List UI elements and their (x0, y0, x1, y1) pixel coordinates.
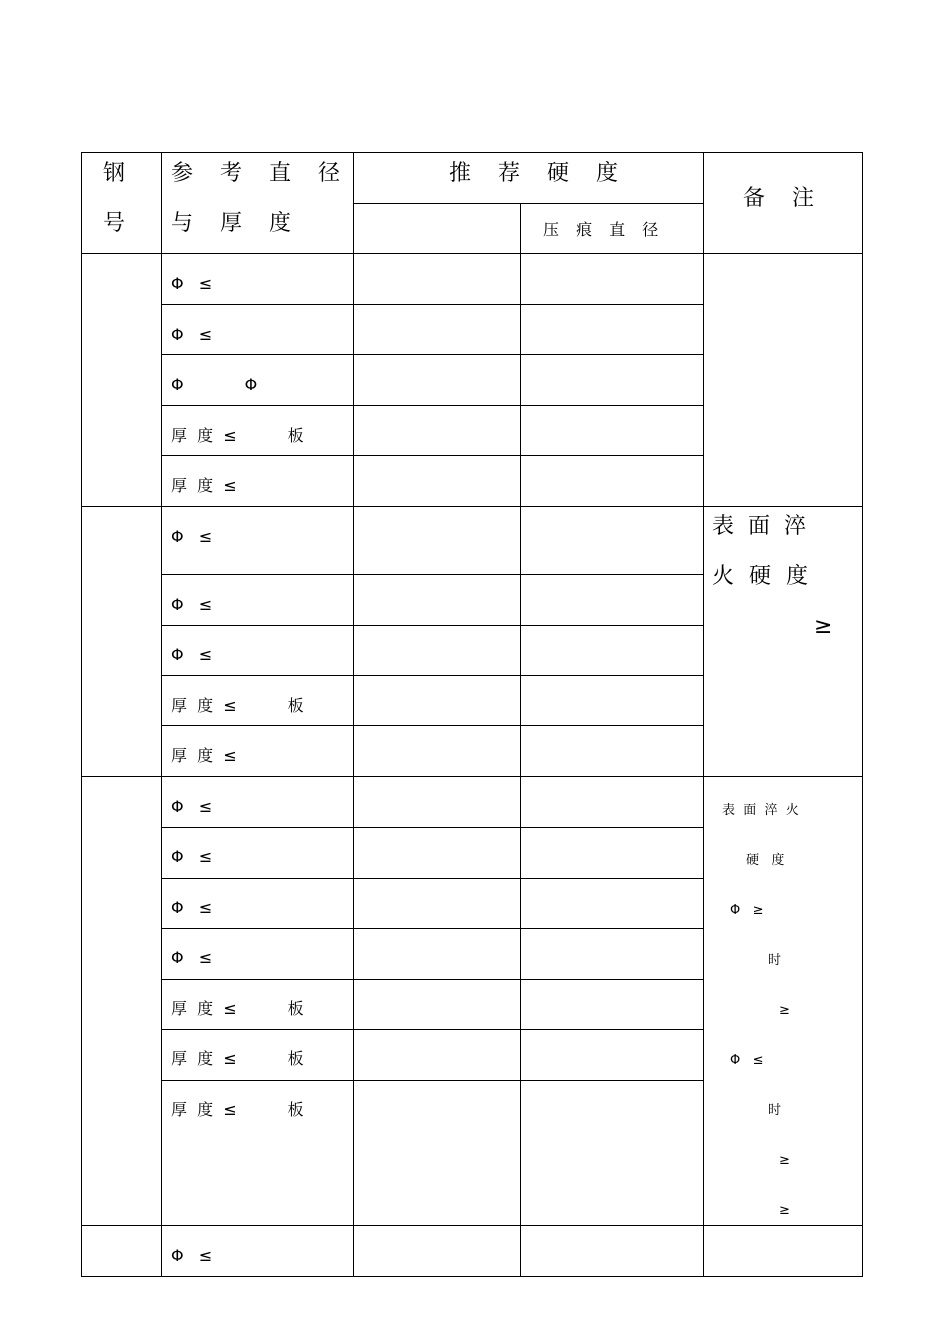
spec-cell: Φ ≤ (171, 847, 213, 866)
row-divider (161, 1029, 704, 1030)
remarks-surface-hardness: 硬 度 (746, 853, 785, 868)
spec-cell: Φ ≤ (171, 325, 213, 344)
spec-cell: 厚 度 ≤ (171, 476, 237, 495)
row-divider (161, 304, 704, 305)
spec-cell: 厚 度 ≤ 板 (171, 426, 304, 445)
spec-cell: Φ ≤ (171, 797, 213, 816)
group-divider-1 (81, 506, 863, 507)
header-bottom-line (81, 253, 863, 254)
remarks-surface-hardness: Φ ≤ (730, 1053, 764, 1068)
spec-cell: Φ ≤ (171, 645, 213, 664)
spec-cell: Φ ≤ (171, 948, 213, 967)
row-divider (161, 405, 704, 406)
row-divider (161, 928, 704, 929)
col-divider-2 (353, 152, 354, 1277)
header-remarks: 备 注 (743, 186, 824, 211)
col-divider-3 (520, 203, 521, 1277)
group-divider-2 (81, 776, 863, 777)
table-border-bottom (81, 1276, 863, 1277)
spec-cell: Φ ≤ (171, 527, 213, 546)
remarks-surface-hardness: 表 面 淬 (712, 514, 806, 539)
row-divider (161, 979, 704, 980)
remarks-surface-hardness: ≥ (814, 614, 833, 639)
header-recommended-hardness: 推 荐 硬 度 (449, 161, 628, 186)
row-divider (161, 574, 704, 575)
row-divider (161, 725, 704, 726)
remarks-surface-hardness: ≥ (779, 1003, 790, 1018)
spec-cell: Φ Φ (171, 375, 258, 394)
header-indentation-diameter: 压 痕 直 径 (543, 220, 665, 239)
table-border-top (81, 152, 863, 153)
spec-cell: 厚 度 ≤ (171, 746, 237, 765)
remarks-surface-hardness: 时 (768, 1103, 782, 1118)
header-steel-grade: 钢 (103, 161, 138, 186)
spec-cell: 厚 度 ≤ 板 (171, 1100, 304, 1119)
spec-cell: 厚 度 ≤ 板 (171, 999, 304, 1018)
row-divider (161, 455, 704, 456)
remarks-surface-hardness: ≥ (779, 1153, 790, 1168)
hardness-table (81, 152, 863, 1277)
remarks-surface-hardness: 火 硬 度 (712, 564, 812, 589)
row-divider (161, 625, 704, 626)
header-reference-size: 与 厚 度 (171, 211, 301, 236)
spec-cell: 厚 度 ≤ 板 (171, 696, 304, 715)
header-sub-divider (353, 203, 704, 204)
spec-cell: Φ ≤ (171, 274, 213, 293)
row-divider (161, 354, 704, 355)
row-divider (161, 878, 704, 879)
spec-cell: 厚 度 ≤ 板 (171, 1049, 304, 1068)
remarks-surface-hardness: 表 面 淬 火 (722, 803, 799, 818)
remarks-surface-hardness: Φ ≥ (730, 903, 764, 918)
header-steel-grade: 号 (103, 211, 138, 236)
spec-cell: Φ ≤ (171, 898, 213, 917)
spec-cell: Φ ≤ (171, 595, 213, 614)
group-divider-3 (81, 1225, 863, 1226)
header-reference-size: 参 考 直 径 (171, 161, 350, 186)
table-border-left (81, 152, 82, 1277)
col-divider-4 (703, 152, 704, 1277)
row-divider (161, 1080, 704, 1081)
col-divider-1 (161, 152, 162, 1277)
remarks-surface-hardness: ≥ (779, 1203, 790, 1218)
spec-cell: Φ ≤ (171, 1246, 213, 1265)
row-divider (161, 675, 704, 676)
row-divider (161, 827, 704, 828)
remarks-surface-hardness: 时 (768, 953, 782, 968)
table-border-right (862, 152, 863, 1277)
